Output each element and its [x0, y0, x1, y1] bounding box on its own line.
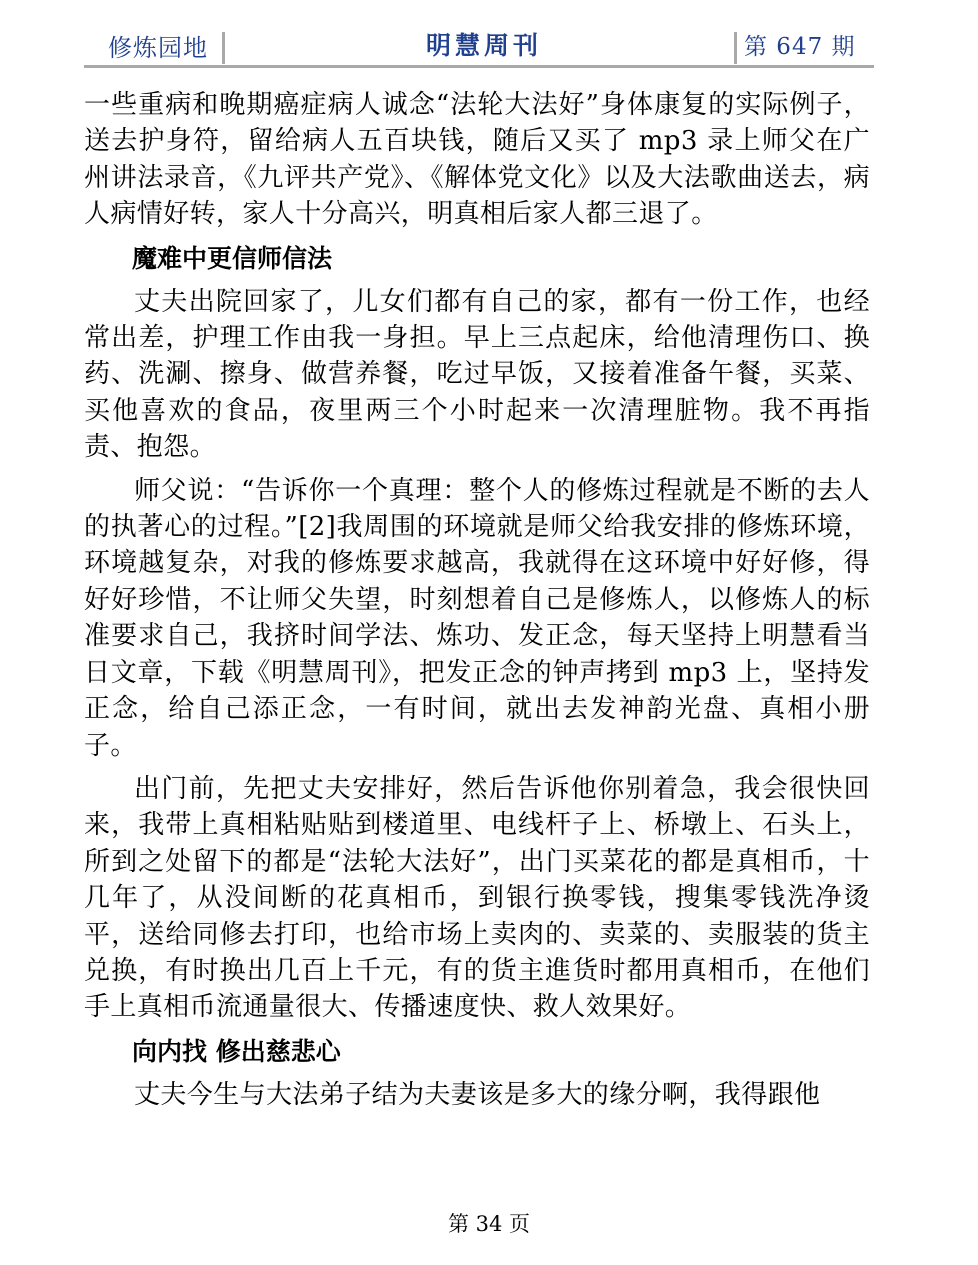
header-rule [84, 65, 874, 68]
publication-title: 明慧周刊 [425, 31, 542, 60]
article-body [84, 87, 870, 1113]
paragraph-2: 丈夫出院回家了，儿女们都有自己的家，都有一份工作，也经常出差，护理工作由我一身担。早上三点起床，给他清理伤口、换药、洗涮、擦身、做营养餐，吃过早饭，又接着准备午餐，买菜、买他喜欢的食品，夜里两三个小时起来一次清理脏物。我不再指责、抱怨。 [84, 286, 870, 463]
issue-number: 第 647 期 [744, 34, 856, 60]
paragraph-3: 师父说：“告诉你一个真理：整个人的修炼过程就是不断的去人的执著心的过程。”[2]我周围的环境就是师父给我安排的修炼环境，环境越复杂，对我的修炼要求越高，我就得在这环境中好好修，得好好珍惜，不让师父失望，时刻想着自己是修炼人，以修炼人的标准要求自己，我挤时间学法、炼功、发正念，每天坚持上明慧看当日文章，下载《明慧周刊》，把发正念的钟声拷到 mp3 上，坚持发正念，给自己添正念，一有时间，就出去发神韵光盘、真相小册子。 [84, 475, 870, 761]
header-divider-left [222, 32, 225, 64]
header-divider-right [734, 32, 737, 64]
page-number: 第 34 页 [447, 1212, 531, 1236]
paragraph-5: 丈夫今生与大法弟子结为夫妻该是多大的缘分啊，我得跟他 [134, 1079, 821, 1110]
section-label: 修炼园地 [108, 34, 208, 62]
page-header [84, 22, 874, 68]
section-heading-1: 魔难中更信师信法 [132, 243, 333, 273]
page-footer [0, 1208, 978, 1238]
section-heading-2: 向内找 修出慈悲心 [132, 1036, 341, 1066]
paragraph-1: 一些重病和晚期癌症病人诚念“法轮大法好”身体康复的实际例子，送去护身符，留给病人五百块钱，随后又买了 mp3 录上师父在广州讲法录音，《九评共产党》、《解体党文化》以及大法歌曲送去，病人病情好转，家人十分高兴，明真相后家人都三退了。 [84, 90, 870, 230]
paragraph-4: 出门前，先把丈夫安排好，然后告诉他你别着急，我会很快回来，我带上真相粘贴贴到楼道里、电线杆子上、桥墩上、石头上，所到之处留下的都是“法轮大法好”，出门买菜花的都是真相币，十几年了，从没间断的花真相币，到银行换零钱，搜集零钱洗净烫平，送给同修去打印，也给市场上卖肉的、卖菜的、卖服装的货主兑换，有时换出几百上千元，有的货主進货时都用真相币，在他们手上真相币流通量很大、传播速度快、救人效果好。 [84, 773, 870, 1023]
